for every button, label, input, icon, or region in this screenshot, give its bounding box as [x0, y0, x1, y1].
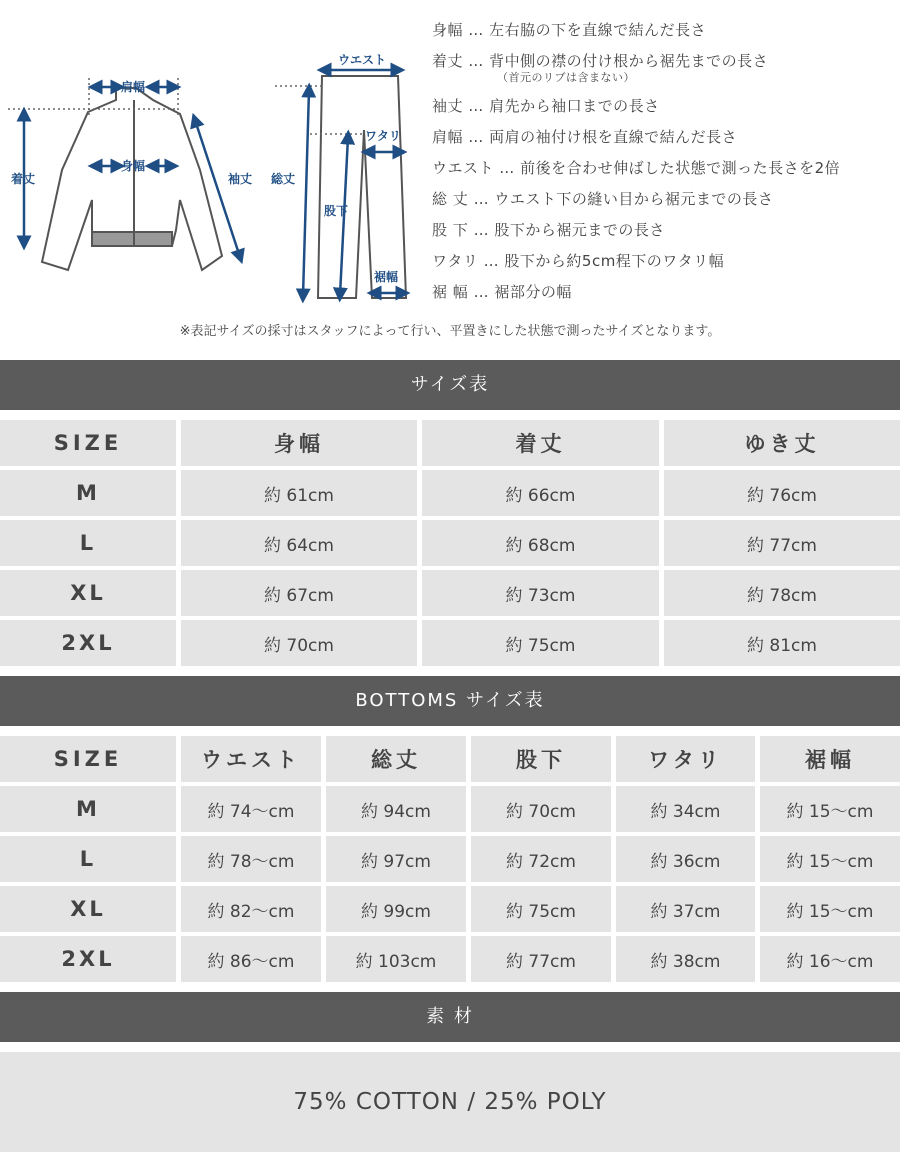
size-label: L [0, 520, 176, 566]
legend-subnote: （首元のリブは含まない） [497, 71, 635, 84]
legend-item: 身幅 … 左右脇の下を直線で結んだ長さ [432, 21, 707, 39]
table-cell: 約 77cm [471, 936, 611, 982]
legend-item: 着丈 … 背中側の襟の付け根から裾先までの長さ [432, 52, 769, 70]
table-cell: 約 15〜cm [760, 886, 900, 932]
table-cell: 約 15〜cm [760, 786, 900, 832]
table-cell: 約 68cm [422, 520, 659, 566]
table-cell: 約 78〜cm [181, 836, 321, 882]
label-waist: ウエスト [338, 53, 387, 67]
table-cell: 約 82〜cm [181, 886, 321, 932]
table-header-cell: ウエスト [181, 736, 321, 782]
table-cell: 約 66cm [422, 470, 659, 516]
size-label: M [0, 470, 176, 516]
tops-size-title: サイズ表 [0, 360, 900, 410]
table-cell: 約 37cm [616, 886, 755, 932]
table-header-cell: SIZE [0, 736, 176, 782]
label-length: 着丈 [11, 172, 36, 186]
table-cell: 約 73cm [422, 570, 659, 616]
table-header-cell: 着丈 [422, 420, 659, 466]
material-title: 素 材 [0, 992, 900, 1042]
label-total-length: 総丈 [271, 172, 296, 186]
table-cell: 約 86〜cm [181, 936, 321, 982]
table-cell: 約 78cm [664, 570, 900, 616]
label-sleeve: 袖丈 [228, 172, 253, 186]
label-inseam: 股下 [324, 204, 349, 218]
table-cell: 約 36cm [616, 836, 755, 882]
table-cell: 約 61cm [181, 470, 417, 516]
legend-item: 総 丈 … ウエスト下の縫い目から裾元までの長さ [432, 190, 774, 208]
table-cell: 約 34cm [616, 786, 755, 832]
table-cell: 約 70cm [181, 620, 417, 666]
table-header-cell: 裾幅 [760, 736, 900, 782]
table-cell: 約 16〜cm [760, 936, 900, 982]
legend-item: ワタリ … 股下から約5cm程下のワタリ幅 [432, 252, 725, 270]
table-cell: 約 67cm [181, 570, 417, 616]
table-header-cell: 身幅 [181, 420, 417, 466]
material-value: 75% COTTON / 25% POLY [0, 1052, 900, 1152]
table-cell: 約 70cm [471, 786, 611, 832]
size-label: L [0, 836, 176, 882]
table-cell: 約 76cm [664, 470, 900, 516]
legend-item: 裾 幅 … 裾部分の幅 [432, 283, 572, 301]
table-cell: 約 38cm [616, 936, 755, 982]
size-label: XL [0, 886, 176, 932]
table-cell: 約 103cm [326, 936, 466, 982]
measurement-diagram [0, 0, 430, 310]
table-cell: 約 75cm [422, 620, 659, 666]
table-cell: 約 94cm [326, 786, 466, 832]
size-label: XL [0, 570, 176, 616]
label-hem: 裾幅 [374, 270, 399, 284]
size-label: 2XL [0, 936, 176, 982]
table-cell: 約 97cm [326, 836, 466, 882]
table-cell: 約 77cm [664, 520, 900, 566]
table-header-cell: 股下 [471, 736, 611, 782]
table-header-cell: ワタリ [616, 736, 755, 782]
size-label: M [0, 786, 176, 832]
table-cell: 約 15〜cm [760, 836, 900, 882]
table-cell: 約 99cm [326, 886, 466, 932]
legend-item: ウエスト … 前後を合わせ伸ばした状態で測った長さを2倍 [432, 159, 841, 177]
legend-item: 肩幅 … 両肩の袖付け根を直線で結んだ長さ [432, 128, 738, 146]
table-header-cell: ゆき丈 [664, 420, 900, 466]
jacket-illustration [42, 88, 222, 270]
legend-item: 袖丈 … 肩先から袖口までの長さ [432, 97, 660, 115]
label-body-width: 身幅 [121, 159, 146, 173]
table-cell: 約 64cm [181, 520, 417, 566]
measurement-legend [432, 18, 840, 311]
size-label: 2XL [0, 620, 176, 666]
table-cell: 約 74〜cm [181, 786, 321, 832]
measurement-note: ※表記サイズの採寸はスタッフによって行い、平置きにした状態で測ったサイズとなります。 [179, 324, 721, 339]
table-header-cell: 総丈 [326, 736, 466, 782]
label-thigh: ワタリ [365, 129, 401, 143]
label-shoulder: 肩幅 [121, 80, 146, 94]
legend-item: 股 下 … 股下から裾元までの長さ [432, 221, 665, 239]
table-cell: 約 72cm [471, 836, 611, 882]
table-header-cell: SIZE [0, 420, 176, 466]
table-cell: 約 81cm [664, 620, 900, 666]
table-cell: 約 75cm [471, 886, 611, 932]
bottoms-size-title: BOTTOMS サイズ表 [0, 676, 900, 726]
pants-illustration [318, 76, 406, 298]
